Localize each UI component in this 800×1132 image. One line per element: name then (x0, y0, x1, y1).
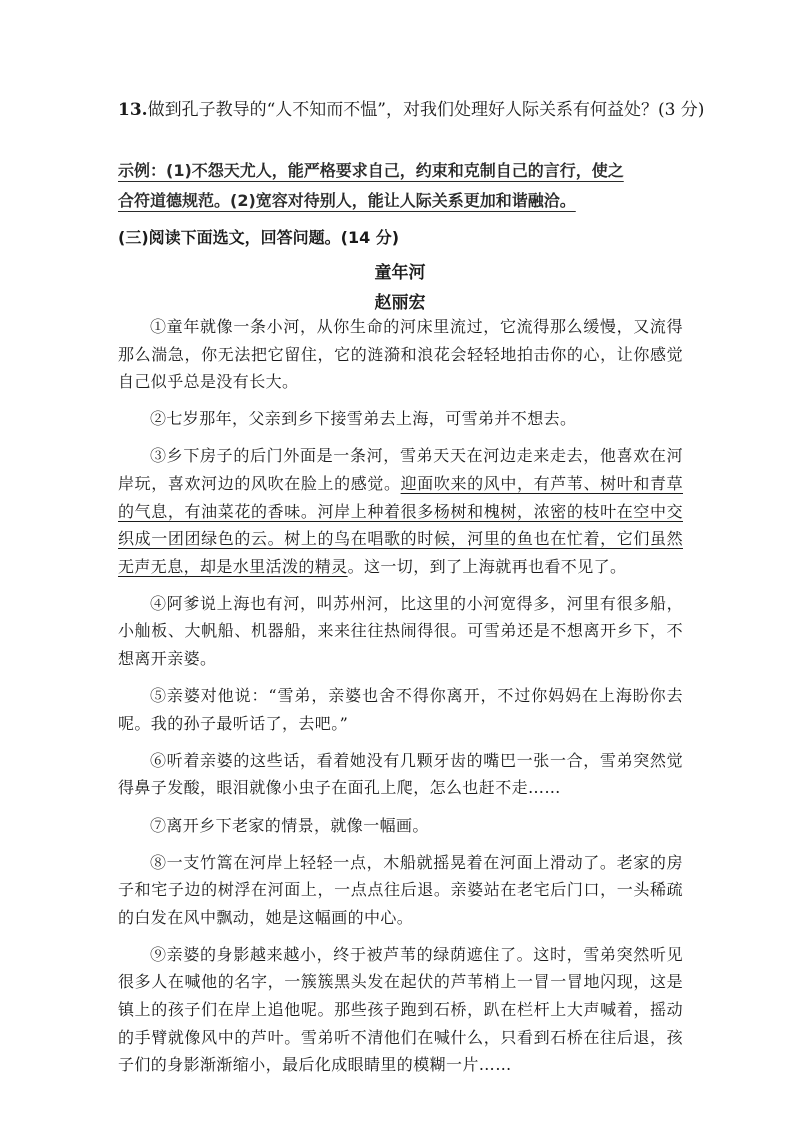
answer-line-1: 示例：(1)不怨天尤人，能严格要求自己，约束和克制自己的言行，使之 (118, 161, 624, 180)
article-title: 童年河 (374, 263, 426, 283)
question-13 (118, 96, 706, 124)
question-text: 做到孔子教导的“人不知而不愠”，对我们处理好人际关系有何益处？(3 分) (147, 100, 705, 120)
paragraph-3-start: ③乡下房子的后门外面是一条河，雪弟天天在河边走来走去，他喜欢在河岸玩，喜欢河边的风吹在脸上的感觉。 (118, 446, 683, 493)
paragraph-3 (118, 442, 683, 580)
paragraph-6: ⑥听着亲婆的这些话，看着她没有几颗牙齿的嘴巴一张一合，雪弟突然觉得鼻子发酸，眼泪就像小虫子在面孔上爬，怎么也赶不走…… (118, 750, 683, 798)
paragraph-5: ⑤亲婆对他说：“雪弟，亲婆也舍不得你离开，不过你妈妈在上海盼你去呢。我的孙子最听话了，去吧。” (118, 686, 683, 733)
paragraph-4: ④阿爹说上海也有河，叫苏州河，比这里的小河宽得多，河里有很多船，小舢板、大帆船、机器船，来来往往热闹得很。可雪弟还是不想离开乡下，不想离开亲婆。 (118, 593, 683, 669)
question-number: 13. (118, 100, 148, 120)
article-author: 赵丽宏 (374, 293, 426, 313)
paragraph-7: ⑦离开乡下老家的情景，就像一幅画。 (150, 815, 429, 835)
paragraph-3-end: 。这一切，到了上海就再也看不见了。 (347, 556, 627, 576)
paragraph-9: ⑨亲婆的身影越来越小，终于被芦苇的绿荫遮住了。这时，雪弟突然听见很多人在喊他的名字，一簇簇黑头发在起伏的芦苇梢上一冒一冒地闪现，这是镇上的孩子们在岸上追他呢。那些孩子跑到石桥，趴在栏杆上大声喊着，摇动的手臂就像风中的芦叶。雪弟听不清他们在喊什么，只看到石桥在往后退，孩子们的身影渐渐缩小，最后化成眼睛里的模糊一片…… (118, 944, 683, 1075)
answer-line-2: 合符道德规范。(2)宽容对待别人，能让人际关系更加和谐融洽。 (118, 191, 576, 210)
paragraph-2: ②七岁那年，父亲到乡下接雪弟去上海，可雪弟并不想去。 (150, 409, 577, 429)
article-body (118, 313, 683, 1088)
paragraph-8: ⑧一支竹篙在河岸上轻轻一点，木船就摇晃着在河面上滑动了。老家的房子和宅子边的树浮在河面上，一点点往后退。亲婆站在老宅后门口，一头稀疏的白发在风中飘动，她是这幅画的中心。 (118, 852, 683, 927)
paragraph-3-underlined: 迎面吹来的风中，有芦苇、树叶和青草的气息，有油菜花的香味。河岸上种着很多杨树和槐树，浓密的枝叶在空中交织成一团团绿色的云。树上的鸟在唱歌的时候，河里的鱼也在忙着，它们虽然无声无息，却是水里活泼的精灵 (118, 473, 683, 576)
paragraph-1: ①童年就像一条小河，从你生命的河床里流过，它流得那么缓慢，又流得那么湍急，你无法把它留住，它的涟漪和浪花会轻轻地拍击你的心，让你感觉自己似乎总是没有长大。 (118, 317, 683, 392)
section-heading: (三)阅读下面选文，回答问题。(14 分) (118, 228, 400, 247)
answer-block (118, 156, 678, 216)
